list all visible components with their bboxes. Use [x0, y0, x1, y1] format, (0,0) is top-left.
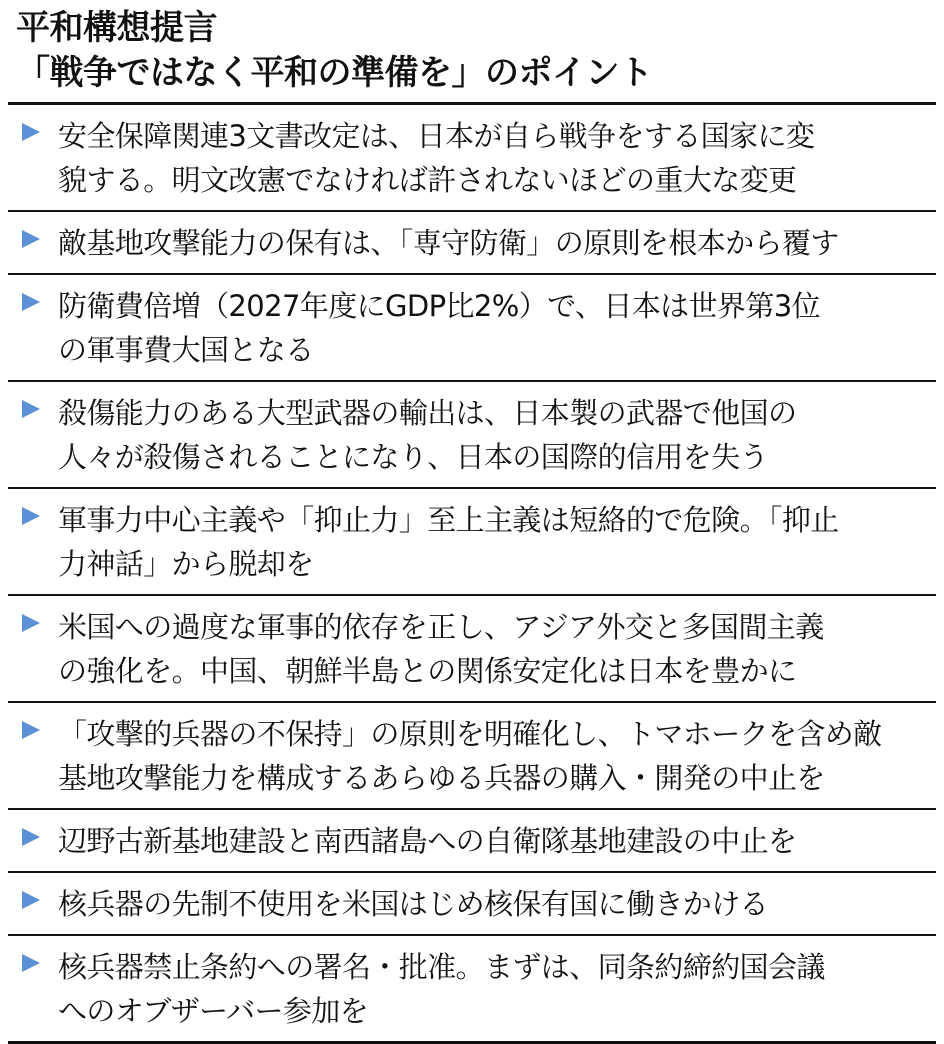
triangle-bullet-icon: [22, 230, 40, 248]
triangle-bullet-icon: [22, 400, 40, 418]
triangle-bullet-icon: [22, 123, 40, 141]
list-item: [8, 936, 936, 1044]
triangle-bullet-icon: [22, 614, 40, 632]
point-text: 核兵器禁止条約への署名・批准。まずは、同条約締約国会議 へのオブザーバー参加を: [58, 950, 825, 1028]
point-text: 核兵器の先制不使用を米国はじめ核保有国に働きかける: [58, 887, 769, 921]
points-list: [8, 105, 936, 1044]
title-line-2: 「戦争ではなく平和の準備を」のポイント: [16, 53, 653, 93]
point-text: 安全保障関連3文書改定は、日本が自ら戦争をする国家に変 貌する。明文改憲でなければ許されないほどの重大な変更: [58, 119, 815, 197]
list-item: [8, 382, 936, 489]
point-text: 米国への過度な軍事的依存を正し、アジア外交と多国間主義 の強化を。中国、朝鮮半島との関係安定化は日本を豊かに: [58, 610, 824, 688]
point-text: 辺野古新基地建設と南西諸島への自衛隊基地建設の中止を: [58, 824, 797, 858]
point-text: 「攻撃的兵器の不保持」の原則を明確化し、トマホークを含め敵 基地攻撃能力を構成するあらゆる兵器の購入・開発の中止を: [58, 717, 882, 795]
list-item: [8, 275, 936, 382]
point-text: 殺傷能力のある大型武器の輸出は、日本製の武器で他国の 人々が殺傷されることになり、日本の国際的信用を失う: [58, 396, 797, 474]
list-item: [8, 596, 936, 703]
point-text: 防衛費倍増（2027年度にGDP比2%）で、日本は世界第3位 の軍事費大国となる: [58, 289, 820, 367]
triangle-bullet-icon: [22, 721, 40, 739]
triangle-bullet-icon: [22, 954, 40, 972]
point-text: 敵基地攻撃能力の保有は、「専守防衛」の原則を根本から覆す: [58, 226, 839, 260]
list-item: [8, 873, 936, 936]
list-item: [8, 105, 936, 212]
triangle-bullet-icon: [22, 507, 40, 525]
list-item: [8, 212, 936, 275]
triangle-bullet-icon: [22, 891, 40, 909]
triangle-bullet-icon: [22, 293, 40, 311]
list-item: [8, 489, 936, 596]
list-item: [8, 703, 936, 810]
list-item: [8, 810, 936, 873]
title-line-1: 平和構想提言: [16, 8, 217, 48]
title-block: [8, 6, 936, 96]
triangle-bullet-icon: [22, 828, 40, 846]
point-text: 軍事力中心主義や「抑止力」至上主義は短絡的で危険。「抑止 力神話」から脱却を: [58, 503, 839, 581]
